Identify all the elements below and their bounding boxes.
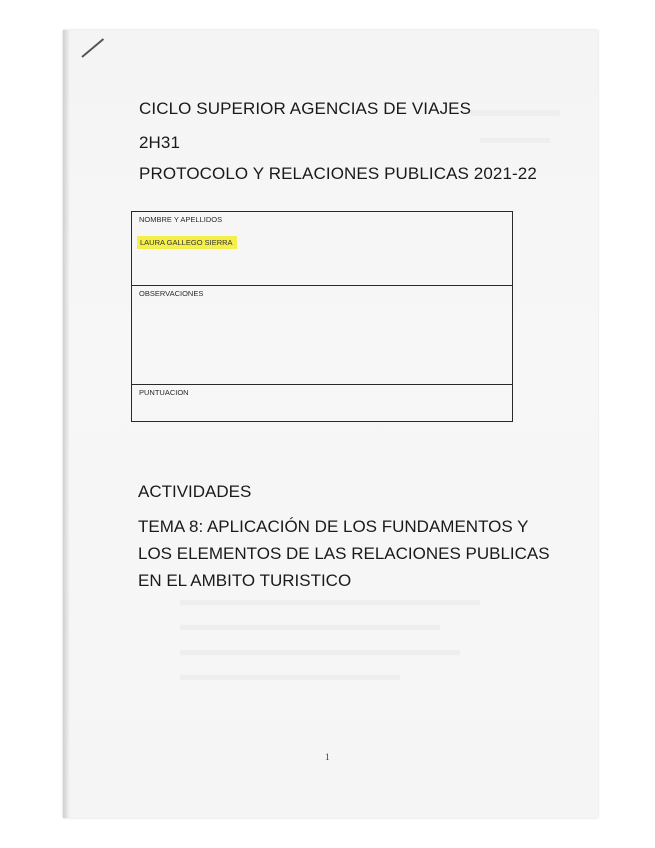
page-number: 1 [325,752,330,762]
group-code: 2H31 [139,133,181,152]
topic-title [138,513,550,594]
observations-label: OBSERVACIONES [139,289,204,298]
bleed-through-mark [180,625,440,630]
course-title: CICLO SUPERIOR AGENCIAS DE VIAJES [139,99,472,118]
paper-shadow-edge [63,30,70,818]
student-name-highlighted: LAURA GALLEGO SIERRA [137,236,237,249]
bleed-through-mark [180,600,480,605]
student-info-table [131,211,513,422]
bleed-through-mark [470,110,560,116]
score-label: PUNTUACION [139,388,189,397]
bleed-through-mark [180,650,460,655]
score-row [132,385,512,421]
observations-row [132,286,512,385]
bleed-through-mark [480,138,550,143]
topic-title-line: EN EL AMBITO TURISTICO [138,571,352,590]
subject-title: PROTOCOLO Y RELACIONES PUBLICAS 2021-22 [139,164,537,183]
topic-title-line: TEMA 8: APLICACIÓN DE LOS FUNDAMENTOS Y [138,517,529,536]
topic-title-line: LOS ELEMENTOS DE LAS RELACIONES PUBLICAS [138,544,550,563]
name-row [132,212,512,286]
name-label: NOMBRE Y APELLIDOS [139,215,223,224]
bleed-through-mark [180,675,400,680]
activities-heading: ACTIVIDADES [138,482,252,501]
